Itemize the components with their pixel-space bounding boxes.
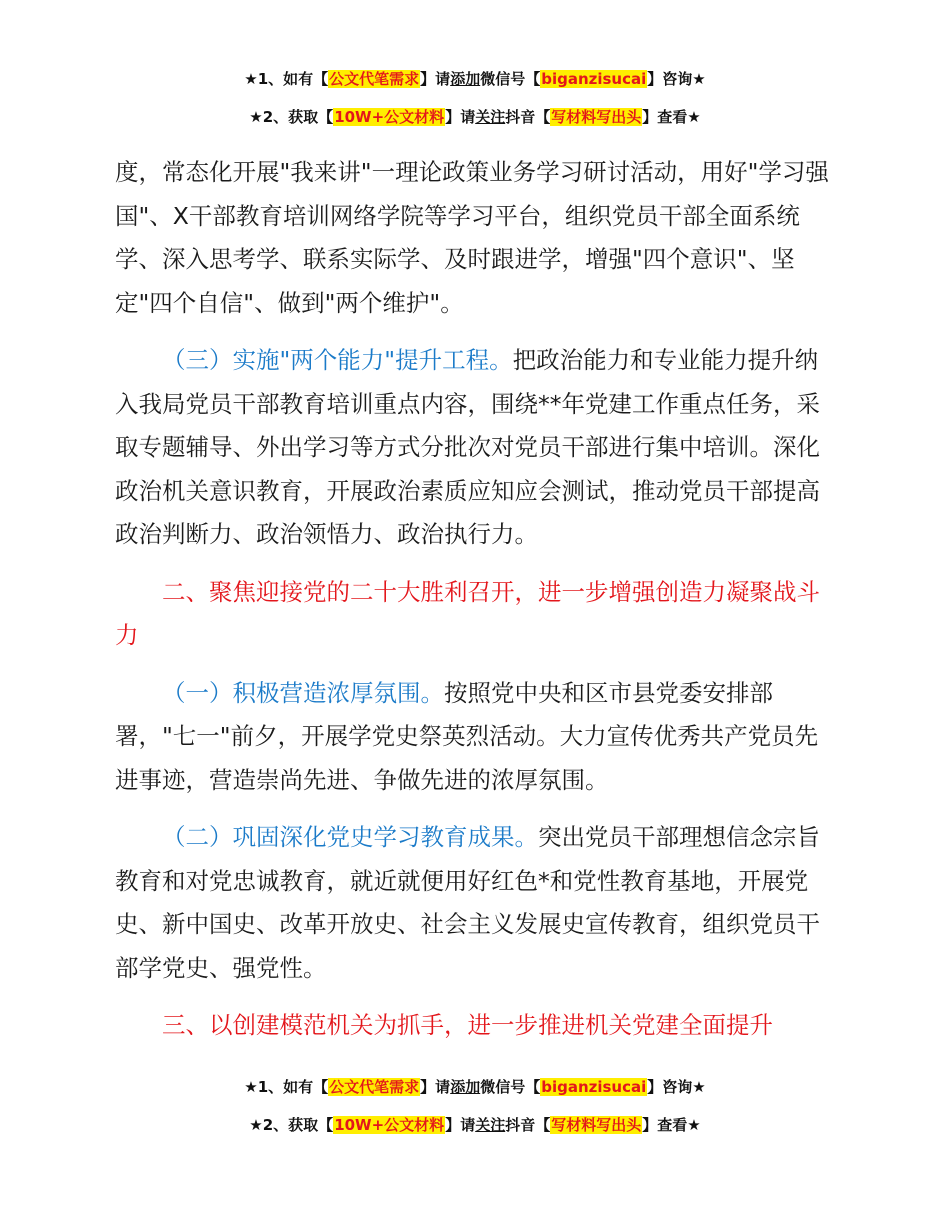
banner-highlight-wechat-id: biganzisucai (541, 70, 647, 88)
banner-text: 】请 (445, 108, 476, 126)
banner-highlight-wechat-id: biganzisucai (541, 1078, 647, 1096)
banner-text: ★2、获取【 (249, 108, 334, 126)
top-banner-line-1 (0, 68, 950, 89)
banner-text: 】查看★ (642, 108, 701, 126)
banner-text: 】咨询★ (647, 1078, 706, 1096)
banner-text: 】请 (445, 1116, 476, 1134)
banner-underlined-follow: 关注 (475, 1116, 506, 1134)
banner-text: ★2、获取【 (249, 1116, 334, 1134)
paragraph-atmosphere (115, 672, 837, 803)
banner-text: 】请 (420, 1078, 451, 1096)
paragraph-text: 突出党员干部理想信念宗旨教育和对党忠诚教育，就近就便用好红色*和党性教育基地，开展党史、新中国史、改革开放史、社会主义发展史宣传教育，组织党员干部学党史、强党性。 (115, 823, 820, 982)
banner-text: 抖音【 (505, 1116, 551, 1134)
banner-highlight-materials: 10W+公文材料 (334, 108, 445, 126)
banner-text: 微信号【 (480, 1078, 541, 1096)
document-body (115, 151, 837, 1048)
subheading-party-history: （二）巩固深化党史学习教育成果。 (162, 823, 538, 851)
paragraph-continued: 度，常态化开展"我来讲"一理论政策业务学习研讨活动，用好"学习强国"、X干部教育培训网络学院等学习平台，组织党员干部全面系统学、深入思考学、联系实际学、及时跟进学，增强"四个意识"、坚定"四个自信"、做到"两个维护"。 (115, 158, 829, 317)
section-heading-2: 二、聚焦迎接党的二十大胜利召开，进一步增强创造力凝聚战斗力 (115, 577, 820, 649)
banner-underlined-follow: 关注 (475, 108, 506, 126)
banner-highlight-service: 公文代笔需求 (329, 1078, 420, 1096)
banner-text: 】咨询★ (647, 70, 706, 88)
banner-highlight-douyin-account: 写材料写出头 (551, 108, 642, 126)
banner-text: 微信号【 (480, 70, 541, 88)
paragraph-two-abilities (115, 339, 837, 557)
banner-text: 】查看★ (642, 1116, 701, 1134)
paragraph-party-history (115, 816, 837, 990)
bottom-banner-line-1 (0, 1076, 950, 1097)
banner-highlight-douyin-account: 写材料写出头 (551, 1116, 642, 1134)
subheading-two-abilities: （三）实施"两个能力"提升工程。 (162, 346, 513, 374)
banner-highlight-service: 公文代笔需求 (329, 70, 420, 88)
banner-highlight-materials: 10W+公文材料 (334, 1116, 445, 1134)
banner-text: ★1、如有【 (244, 1078, 329, 1096)
bottom-banner-line-2 (0, 1114, 950, 1135)
banner-text: 】请 (420, 70, 451, 88)
banner-text: 抖音【 (505, 108, 551, 126)
top-banner-line-2 (0, 106, 950, 127)
paragraph-text: 按照党中央和区市县党委安排部署，"七一"前夕，开展学党史祭英烈活动。大力宣传优秀共产党员先进事迹，营造崇尚先进、争做先进的浓厚氛围。 (115, 678, 819, 794)
banner-underlined-add: 添加 (450, 1078, 481, 1096)
subheading-atmosphere: （一）积极营造浓厚氛围。 (162, 678, 444, 707)
section-heading-3: 三、以创建模范机关为抓手，进一步推进机关党建全面提升 (162, 1011, 773, 1039)
banner-text: ★1、如有【 (244, 70, 329, 88)
paragraph-text: 把政治能力和专业能力提升纳入我局党员干部教育培训重点内容，围绕**年党建工作重点任务，采取专题辅导、外出学习等方式分批次对党员干部进行集中培训。深化政治机关意识教育，开展政治素质应知应会测试，推动党员干部提高政治判断力、政治领悟力、政治执行力。 (115, 346, 820, 548)
banner-underlined-add: 添加 (450, 70, 481, 88)
